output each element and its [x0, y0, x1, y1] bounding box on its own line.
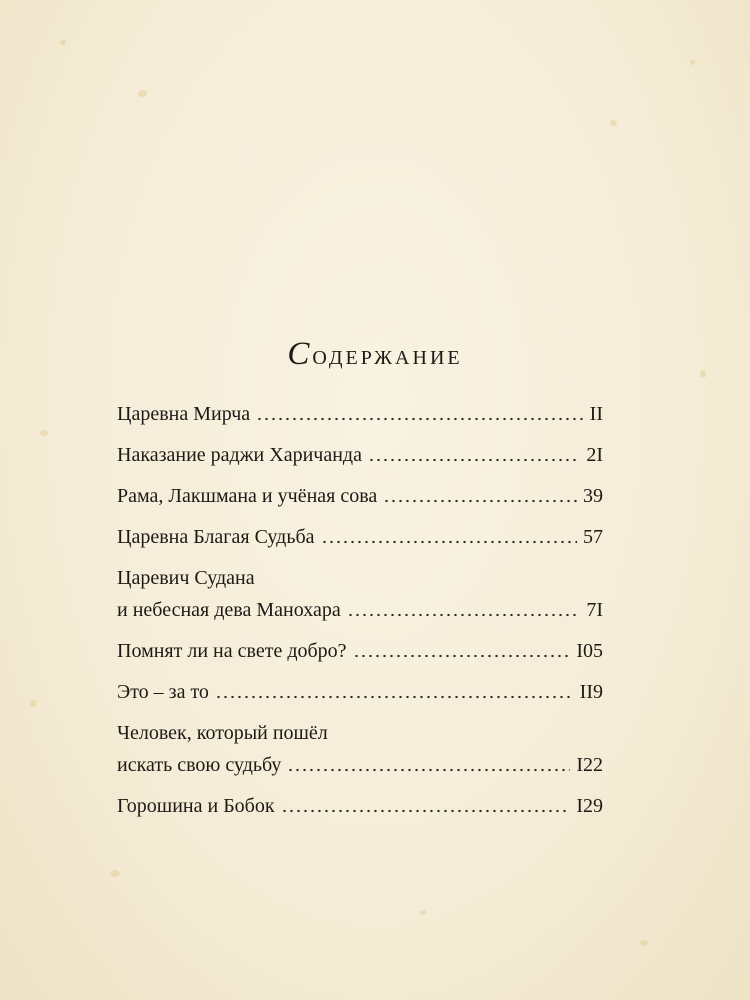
paper-speck: [60, 40, 66, 45]
toc-entry[interactable]: [117, 521, 603, 553]
toc-entry-title: Рама, Лакшмана и учёная сова: [117, 485, 378, 507]
toc-entry-title: Царевна Мирча: [117, 403, 251, 425]
title-initial: С: [287, 336, 313, 372]
dot-leader: [256, 417, 584, 421]
toc-entry[interactable]: [117, 480, 603, 512]
toc-entry[interactable]: [117, 676, 603, 708]
toc-entry[interactable]: [117, 717, 603, 781]
dot-leader: [215, 695, 574, 699]
title-rest: одержание: [312, 339, 463, 371]
toc-entry-page-number: I29: [576, 795, 603, 817]
toc-entry-page-number: II9: [579, 681, 603, 703]
toc-entry[interactable]: [117, 562, 603, 626]
page-title: [0, 336, 750, 373]
dot-leader: [383, 499, 577, 503]
paper-speck: [138, 90, 147, 97]
paper-speck: [640, 940, 648, 946]
toc-entry-page-number: II: [589, 403, 603, 425]
toc-entry-page-number: 7I: [586, 599, 603, 621]
toc-entry[interactable]: [117, 398, 603, 430]
toc-entry-title: Наказание раджи Харичанда: [117, 444, 362, 466]
dot-leader: [321, 540, 577, 544]
toc-entry-page-number: 2I: [586, 444, 603, 466]
toc-entry-title: Горошина и Бобок: [117, 795, 275, 817]
toc-entry-title: и небесная дева Манохара: [117, 599, 341, 621]
paper-speck: [420, 910, 426, 915]
toc-entry[interactable]: [117, 635, 603, 667]
toc-entry-title: искать свою судьбу: [117, 754, 282, 776]
toc-entry-title: Помнят ли на свете добро?: [117, 640, 347, 662]
table-of-contents: [117, 398, 603, 831]
dot-leader: [353, 654, 571, 658]
toc-entry-title-line1: Царевич Судана: [117, 567, 255, 589]
toc-entry[interactable]: [117, 790, 603, 822]
toc-entry-title: Царевна Благая Судьба: [117, 526, 315, 548]
paper-speck: [30, 700, 37, 707]
paper-speck: [110, 870, 120, 877]
paper-speck: [690, 60, 695, 65]
toc-entry[interactable]: [117, 439, 603, 471]
toc-entry-title: Это – за то: [117, 681, 209, 703]
toc-entry-page-number: I22: [576, 754, 603, 776]
toc-entry-title-line1: Человек, который пошёл: [117, 722, 328, 744]
paper-speck: [610, 120, 617, 126]
toc-entry-page-number: 39: [583, 485, 603, 507]
toc-entry-page-number: 57: [583, 526, 603, 548]
dot-leader: [347, 613, 581, 617]
dot-leader: [281, 809, 571, 813]
dot-leader: [368, 458, 580, 462]
dot-leader: [287, 768, 570, 772]
toc-entry-page-number: I05: [576, 640, 603, 662]
paper-speck: [40, 430, 48, 436]
